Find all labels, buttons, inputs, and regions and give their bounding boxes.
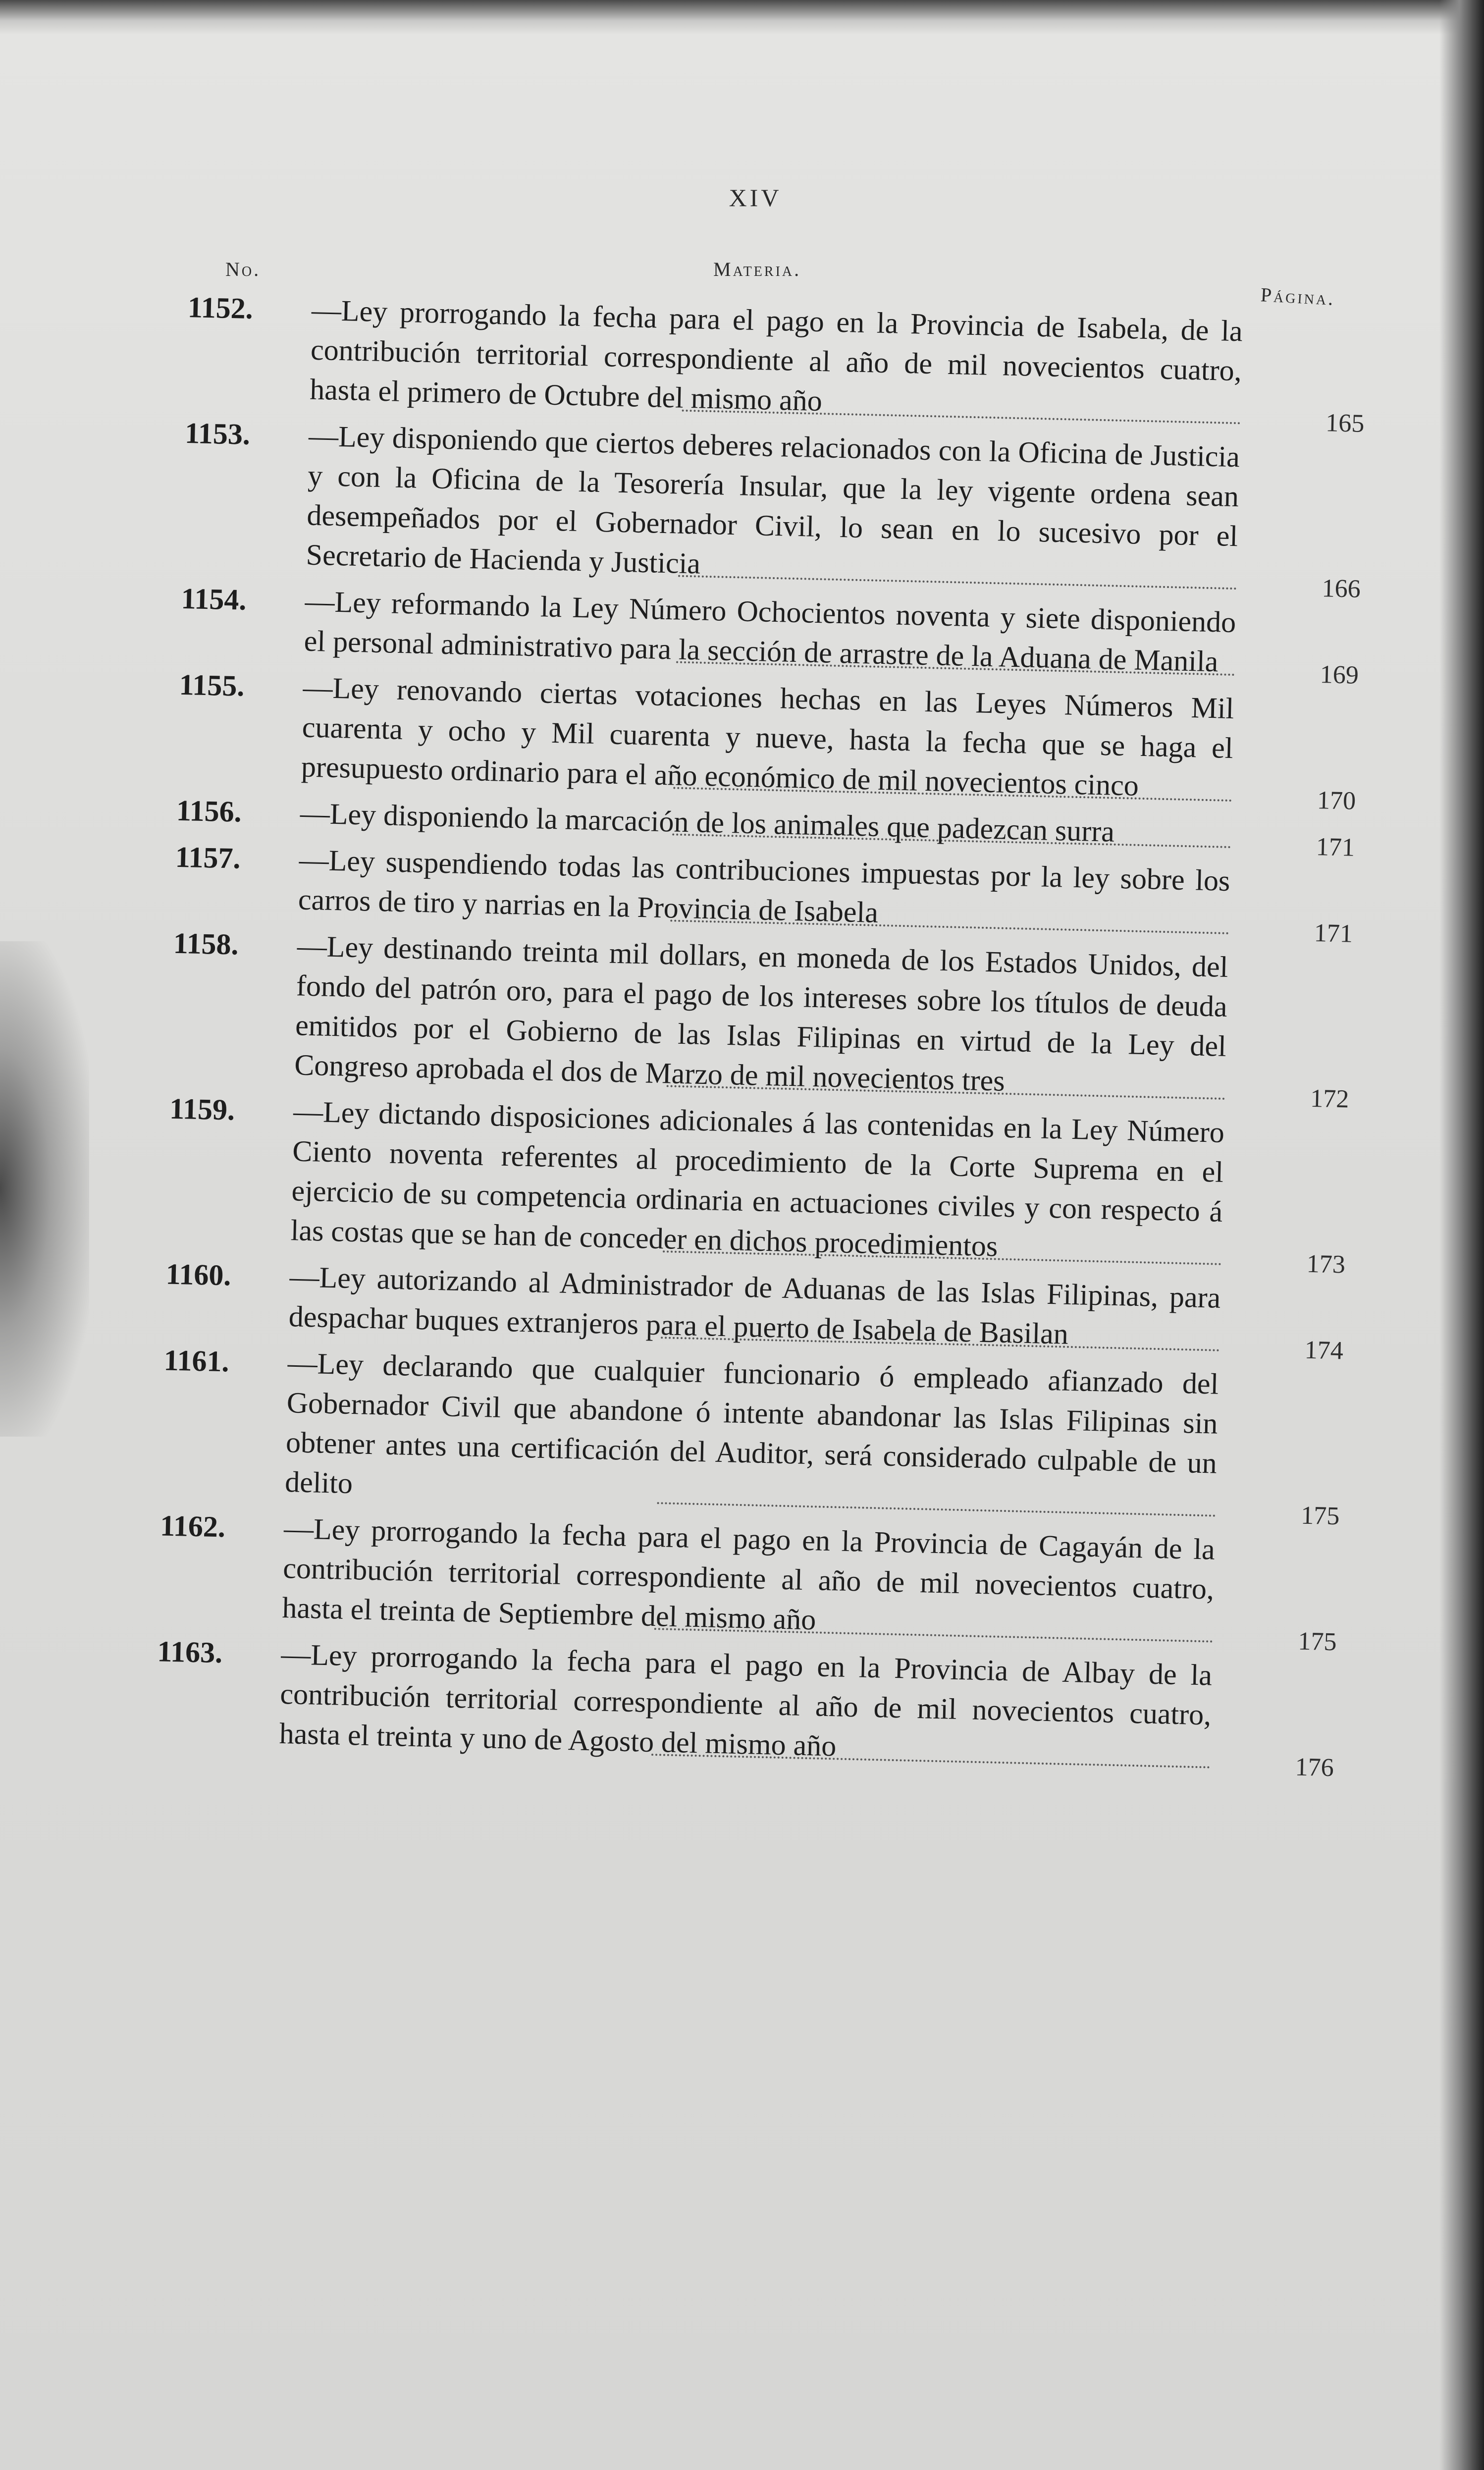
entry-page: 174 xyxy=(1304,1336,1344,1365)
column-header-materia: Materia. xyxy=(713,258,801,280)
entry-text: —Ley dictando disposiciones adicionales á las contenidas en la Ley Número Ciento noventa referentes al procedimiento de la Corte Suprema en el ejercicio de su competencia ordinaria en actuaciones civiles y con respecto á las costas que se han de conceder en dichos procedimientos xyxy=(290,1095,1225,1263)
entry-number: 1162. xyxy=(159,1509,226,1544)
entry-page: 175 xyxy=(1297,1627,1337,1657)
entry-text: —Ley prorrogando la fecha para el pago en la Provincia de Cagayán de la contribución territorial correspondiente al año de mil novecientos cuatro, hasta el treinta de Septiembre del mismo año xyxy=(281,1512,1216,1636)
entry-number: 1155. xyxy=(179,668,245,702)
entry-page: 169 xyxy=(1320,660,1359,690)
entry-number: 1156. xyxy=(176,794,242,828)
entry-page: 173 xyxy=(1306,1249,1346,1279)
entry-number: 1152. xyxy=(187,290,254,325)
entry-text: —Ley prorrogando la fecha para el pago en la Provincia de Isabela, de la contribución territorial correspondiente al año de mil novecientos cuatro, hasta el primero de Octubre del mismo año xyxy=(309,293,1243,418)
entry-page: 175 xyxy=(1300,1501,1340,1531)
index-entry xyxy=(155,1631,1336,1782)
entry-text: —Ley reformando la Ley Número Ochocientos noventa y siete disponiendo el personal administrativo para la sección de arrastre de la Aduana de Manila xyxy=(304,585,1236,678)
entry-number: 1161. xyxy=(163,1343,230,1378)
page-edge-shadow xyxy=(1439,0,1484,2470)
entry-text: —Ley suspendiendo todas las contribuciones impuestas por la ley sobre los carros de tiro y narrias en la Provincia de Isabela xyxy=(298,843,1231,929)
column-header-no: No. xyxy=(225,258,261,280)
entry-page: 176 xyxy=(1295,1753,1334,1782)
page-number: XIV xyxy=(729,184,782,212)
entry-text: —Ley prorrogando la fecha para el pago en la Provincia de Albay de la contribución territorial correspondiente al año de mil novecientos cuatro, hasta el treinta y uno de Agosto del mismo año xyxy=(279,1637,1213,1763)
entry-text: —Ley destinando treinta mil dollars, en moneda de los Estados Unidos, del fondo del patrón oro, para el pago de los intereses sobre los títulos de deuda emitidos por el Gobierno de las Islas Filipinas en virtud de la Ley del Congreso aprobada el dos de Marzo de mil novecientos tres xyxy=(294,929,1229,1097)
binding-shadow xyxy=(0,941,89,1437)
entry-text: —Ley autorizando al Administrador de Aduanas de las Islas Filipinas, para despachar buques extranjeros para el puerto de Isabela de Basilan xyxy=(288,1260,1221,1350)
entry-text: —Ley renovando ciertas votaciones hechas en las Leyes Números Mil cuarenta y ocho y Mil cuarenta y nueve, hasta la fecha que se haga el presupuesto ordinario para el año económico de mil novecientos cinco xyxy=(301,671,1235,802)
entry-page: 165 xyxy=(1325,409,1365,438)
entry-page: 171 xyxy=(1316,832,1355,862)
entry-number: 1160. xyxy=(165,1257,232,1292)
index-entries xyxy=(155,287,1367,1784)
entry-text: —Ley disponiendo la marcación de los animales que padezcan surra xyxy=(300,797,1115,848)
entry-page: 171 xyxy=(1314,918,1353,948)
entry-page: 172 xyxy=(1310,1084,1350,1114)
entry-number: 1159. xyxy=(169,1092,235,1127)
entry-number: 1153. xyxy=(184,416,251,451)
entry-page: 170 xyxy=(1317,786,1356,815)
entry-number: 1157. xyxy=(175,840,241,875)
entry-page: 166 xyxy=(1322,574,1361,603)
entry-number: 1158. xyxy=(173,926,239,961)
entry-text: —Ley declarando que cualquier funcionario ó empleado afianzado del Gobernador Civil que abandone ó intente abandonar las Islas Filipinas sin obtener antes una certificación del Auditor, será considerado culpable de un delito xyxy=(284,1346,1219,1500)
entry-number: 1163. xyxy=(157,1635,223,1669)
entry-number: 1154. xyxy=(181,582,247,616)
top-edge-shadow xyxy=(0,0,1484,35)
column-header-pagina: Página. xyxy=(1260,283,1336,310)
entry-text: —Ley disponiendo que ciertos deberes relacionados con la Oficina de Justicia y con la Oficina de la Tesorería Insular, que la ley vigente ordena sean desempeñados por el Gobernador Civil, lo sean en lo sucesivo por el Secretario de Hacienda y Justicia xyxy=(306,419,1240,580)
